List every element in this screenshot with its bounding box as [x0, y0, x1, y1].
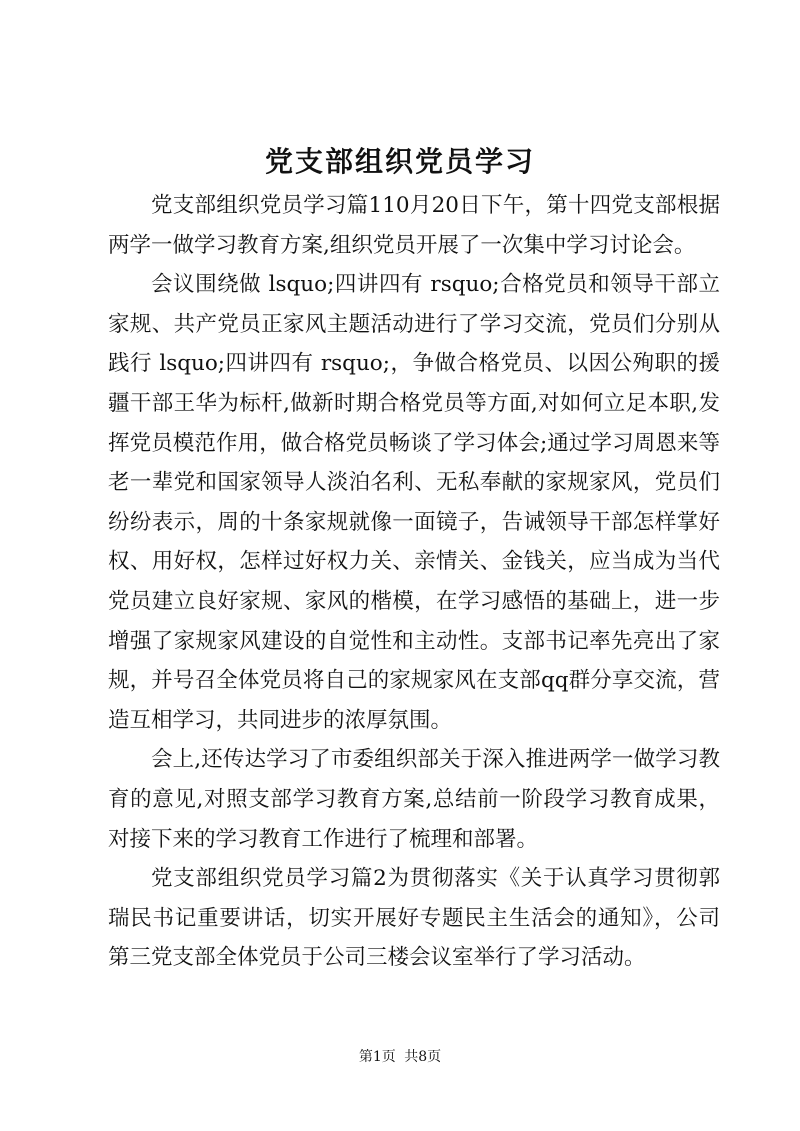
page-total: 共8页: [404, 1049, 442, 1065]
paragraph-2: 会议围绕做 lsquo;四讲四有 rsquo;合格党员和领导干部立家规、共产党员正家风主题活动进行了学习交流，党员们分别从践行 lsquo;四讲四有 rsquo;，争做合格党员、以因公殉职的援疆干部王华为标杆,做新时期合格党员等方面,对如何立足本职,发挥党员模范作用，做合格党员畅谈了学习体会;通过学习周恩来等老一辈党和国家领导人淡泊名利、无私奉献的家规家风，党员们纷纷表示，周的十条家规就像一面镜子，告诫领导干部怎样掌好权、用好权，怎样过好权力关、亲情关、金钱关，应当成为当代党员建立良好家规、家风的楷模，在学习感悟的基础上，进一步增强了家规家风建设的自觉性和主动性。支部书记率先亮出了家规，并号召全体党员将自己的家规家风在支部qq群分享交流，营造互相学习，共同进步的浓厚氛围。: [108, 272, 720, 733]
paragraph-3: 会上,还传达学习了市委组织部关于深入推进两学一做学习教育的意见,对照支部学习教育方案,总结前一阶段学习教育成果，对接下来的学习教育工作进行了梳理和部署。: [108, 747, 720, 852]
page-number: 第1页: [358, 1049, 396, 1065]
paragraph-4: 党支部组织党员学习篇2为贯彻落实《关于认真学习贯彻郭瑞民书记重要讲话，切实开展好专题民主生活会的通知》，公司第三党支部全体党员于公司三楼会议室举行了学习活动。: [108, 866, 720, 971]
document-body: [108, 186, 720, 978]
document-title: 党支部组织党员学习: [264, 145, 535, 178]
paragraph-1: 党支部组织党员学习篇110月20日下午，第十四党支部根据两学一做学习教育方案,组织党员开展了一次集中学习讨论会。: [108, 193, 720, 258]
page-footer: [0, 1046, 800, 1066]
